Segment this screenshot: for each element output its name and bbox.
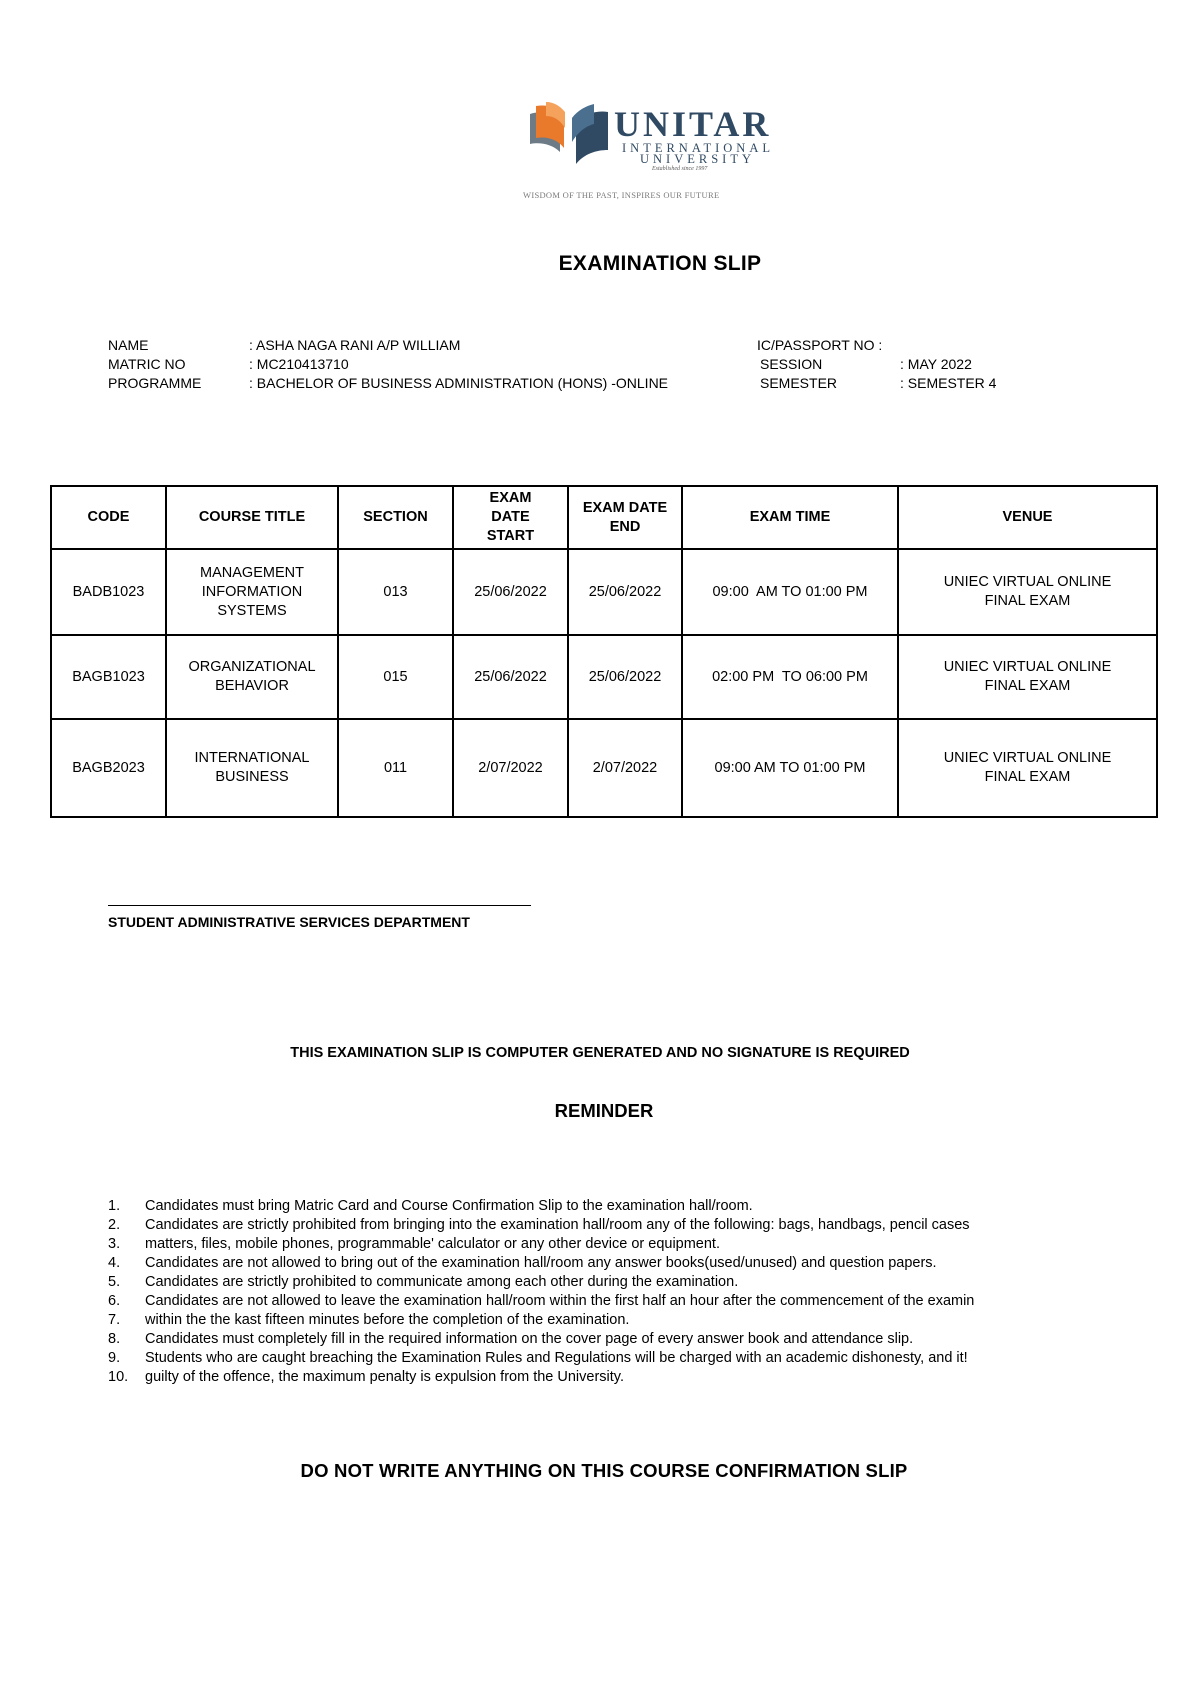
logo-wordmark: UNITAR	[614, 104, 772, 144]
session-value: : MAY 2022	[900, 356, 972, 372]
cell-exam-time: 02:00 PM TO 06:00 PM	[682, 635, 898, 719]
table-row	[51, 549, 1157, 635]
list-item	[108, 1292, 974, 1311]
header-exam-date-start: EXAM DATE START	[453, 486, 568, 549]
list-item-text: Candidates must completely fill in the required information on the cover page of every answer book and attendance slip.	[145, 1331, 914, 1347]
cell-date-start: 25/06/2022	[453, 549, 568, 635]
cell-date-start: 2/07/2022	[453, 719, 568, 817]
list-item	[108, 1330, 974, 1349]
cell-date-end: 25/06/2022	[568, 549, 682, 635]
cell-course-title: MANAGEMENT INFORMATION SYSTEMS	[166, 549, 338, 635]
cell-code: BAGB1023	[51, 635, 166, 719]
list-item-text: Candidates must bring Matric Card and Course Confirmation Slip to the examination hall/room.	[145, 1198, 753, 1214]
cell-code: BAGB2023	[51, 719, 166, 817]
list-item	[108, 1254, 974, 1273]
list-item-text: matters, files, mobile phones, programmable' calculator or any other device or equipment.	[145, 1236, 720, 1252]
info-labels-left	[108, 336, 201, 393]
logo-subtitle-line1: INTERNATIONAL	[622, 141, 774, 155]
signature-line	[108, 905, 531, 906]
list-item	[108, 1273, 974, 1292]
programme-value: : BACHELOR OF BUSINESS ADMINISTRATION (HONS) -ONLINE	[249, 375, 669, 391]
cell-section: 015	[338, 635, 453, 719]
list-item-text: Candidates are strictly prohibited to communicate among each other during the examination.	[145, 1274, 739, 1290]
reminder-list	[108, 1197, 974, 1387]
unitar-book-icon	[528, 102, 610, 168]
list-item	[108, 1311, 974, 1330]
table-row	[51, 719, 1157, 817]
cell-section: 013	[338, 549, 453, 635]
reminder-heading: REMINDER	[554, 1100, 654, 1121]
semester-label: SEMESTER	[760, 375, 838, 391]
list-item-number: 7.	[108, 1312, 121, 1328]
exam-schedule-table	[50, 485, 1158, 818]
list-item-text: Candidates are strictly prohibited from bringing into the examination hall/room any of the following: bags, handbags, pencil cases	[145, 1217, 970, 1233]
cell-date-end: 2/07/2022	[568, 719, 682, 817]
cell-course-title: ORGANIZATIONAL BEHAVIOR	[166, 635, 338, 719]
header-exam-date-end: EXAM DATE END	[568, 486, 682, 549]
list-item-number: 5.	[108, 1274, 121, 1290]
cell-venue: UNIEC VIRTUAL ONLINE FINAL EXAM	[898, 635, 1157, 719]
do-not-write-note: DO NOT WRITE ANYTHING ON THIS COURSE CONFIRMATION SLIP	[300, 1460, 908, 1481]
list-item-number: 3.	[108, 1236, 121, 1252]
list-item-number: 9.	[108, 1350, 121, 1366]
page-title: EXAMINATION SLIP	[558, 252, 762, 275]
matric-label: MATRIC NO	[108, 356, 186, 372]
logo-tagline: WISDOM OF THE PAST, INSPIRES OUR FUTURE	[523, 190, 720, 200]
list-item-number: 4.	[108, 1255, 121, 1271]
cell-exam-time: 09:00 AM TO 01:00 PM	[682, 719, 898, 817]
list-item-number: 2.	[108, 1217, 121, 1233]
cell-date-start: 25/06/2022	[453, 635, 568, 719]
info-values-left	[249, 336, 668, 393]
signature-department-label: STUDENT ADMINISTRATIVE SERVICES DEPARTMENT	[108, 914, 470, 930]
cell-exam-time: 09:00 AM TO 01:00 PM	[682, 549, 898, 635]
name-label: NAME	[108, 337, 149, 353]
cell-course-title: INTERNATIONAL BUSINESS	[166, 719, 338, 817]
header-exam-time: EXAM TIME	[682, 486, 898, 549]
list-item-text: Candidates are not allowed to bring out of the examination hall/room any answer books(used/unused) and question papers.	[145, 1255, 937, 1271]
list-item-number: 8.	[108, 1331, 121, 1347]
name-value: : ASHA NAGA RANI A/P WILLIAM	[249, 337, 461, 353]
ic-passport-label: IC/PASSPORT NO :	[757, 337, 883, 353]
header-venue: VENUE	[898, 486, 1157, 549]
info-labels-right	[760, 355, 837, 393]
list-item	[108, 1368, 974, 1387]
cell-code: BADB1023	[51, 549, 166, 635]
logo-subtitle-line2: UNIVERSITY	[640, 152, 755, 166]
header-code: CODE	[51, 486, 166, 549]
info-values-right	[900, 355, 996, 393]
cell-date-end: 25/06/2022	[568, 635, 682, 719]
programme-label: PROGRAMME	[108, 375, 202, 391]
unitar-logo	[520, 100, 790, 205]
list-item-number: 1.	[108, 1198, 121, 1214]
list-item-text: within the the kast fifteen minutes before the completion of the examination.	[145, 1312, 630, 1328]
list-item-number: 10.	[108, 1369, 129, 1385]
session-label: SESSION	[760, 356, 823, 372]
list-item	[108, 1216, 974, 1235]
list-item-text: Students who are caught breaching the Examination Rules and Regulations will be charged with an academic dishonesty, and it!	[145, 1350, 968, 1366]
list-item-text: Candidates are not allowed to leave the examination hall/room within the first half an hour after the commencement of the examin	[145, 1293, 975, 1309]
semester-value: : SEMESTER 4	[900, 375, 997, 391]
header-section: SECTION	[338, 486, 453, 549]
computer-generated-note: THIS EXAMINATION SLIP IS COMPUTER GENERATED AND NO SIGNATURE IS REQUIRED	[290, 1045, 910, 1061]
matric-value: : MC210413710	[249, 356, 349, 372]
list-item	[108, 1235, 974, 1254]
logo-established: Established since 1997	[652, 166, 708, 172]
list-item-number: 6.	[108, 1293, 121, 1309]
table-header-row	[51, 486, 1157, 549]
cell-venue: UNIEC VIRTUAL ONLINE FINAL EXAM	[898, 719, 1157, 817]
list-item-text: guilty of the offence, the maximum penalty is expulsion from the University.	[145, 1369, 624, 1385]
list-item	[108, 1349, 974, 1368]
header-course-title: COURSE TITLE	[166, 486, 338, 549]
cell-venue: UNIEC VIRTUAL ONLINE FINAL EXAM	[898, 549, 1157, 635]
table-row	[51, 635, 1157, 719]
list-item	[108, 1197, 974, 1216]
cell-section: 011	[338, 719, 453, 817]
